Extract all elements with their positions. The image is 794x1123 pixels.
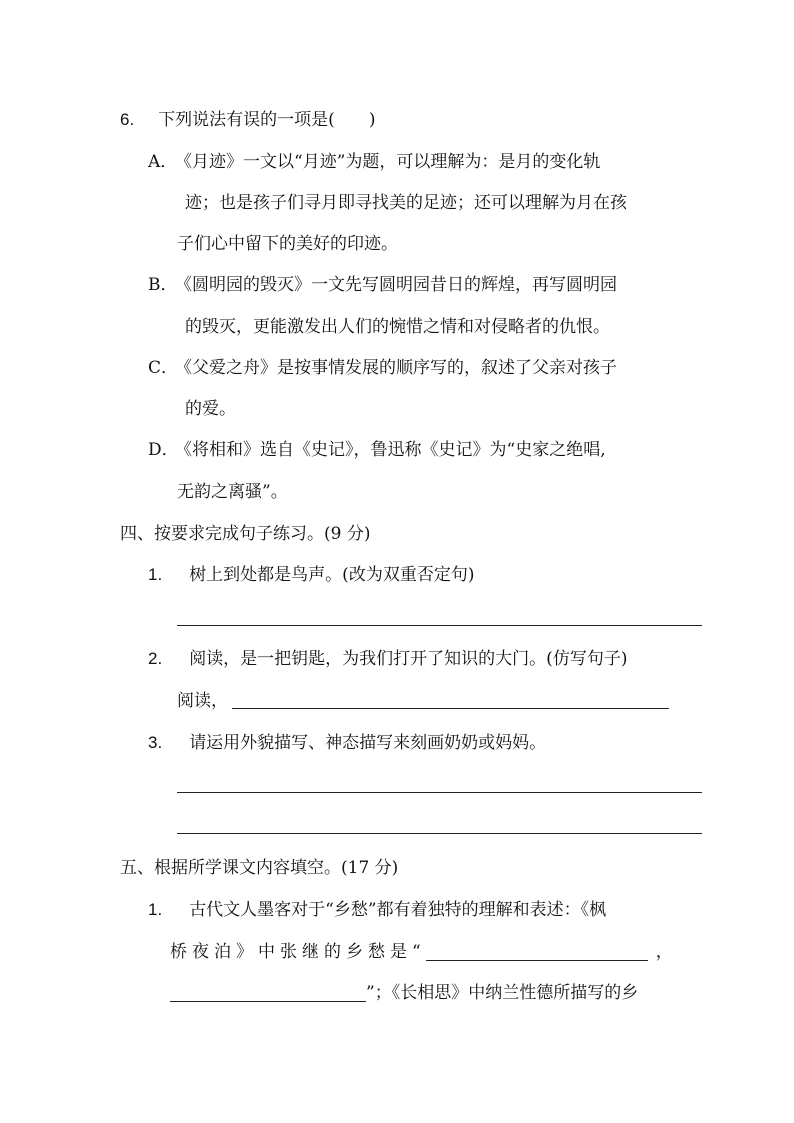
option-a-letter: A． (148, 152, 178, 172)
s5-item1-line1 (148, 898, 606, 922)
s4-item1-number: 1. (148, 565, 163, 584)
s4-item2-number: 2. (148, 649, 163, 668)
s4-item3-answer-line-1[interactable] (177, 792, 702, 793)
option-c-line-1: 《父爱之舟》是按事情发展的顺序写的，叙述了父亲对孩子 (175, 358, 617, 378)
s5-item1-line2-comma: ， (655, 942, 678, 962)
s4-item2-text: 阅读，是一把钥匙，为我们打开了知识的大门。(仿写句子) (189, 649, 628, 669)
option-a-line-3: 子们心中留下的美好的印迹。 (177, 234, 398, 254)
s4-item1-text: 树上到处都是鸟声。(改为双重否定句) (189, 565, 475, 585)
s5-blank-2[interactable] (170, 983, 366, 1002)
q6-number: 6. (120, 110, 135, 129)
option-c-line-2: 的爱。 (185, 399, 236, 419)
s4-item3-answer-line-2[interactable] (177, 833, 702, 834)
s4-item1-answer-line[interactable] (177, 625, 702, 626)
s4-item3-text: 请运用外貌描写、神态描写来刻画奶奶或妈妈。 (189, 733, 547, 753)
s5-item1-line3 (170, 981, 638, 1005)
option-d-line-2: 无韵之离骚”。 (177, 482, 288, 502)
s4-item2 (148, 647, 627, 671)
s4-item2-prefix: 阅读， (177, 691, 228, 711)
option-c-letter: C． (148, 358, 179, 378)
s5-item1-line3-text: ”；《长相思》中纳兰性德所描写的乡 (366, 983, 639, 1003)
section5-heading: 五、根据所学课文内容填空。(17 分) (120, 858, 399, 878)
s4-item1 (148, 563, 474, 587)
option-b-line-1: 《圆明园的毁灭》一文先写圆明园昔日的辉煌，再写圆明园 (175, 275, 617, 295)
s5-item1-line2-text: 桥夜泊》中张继的乡愁是“ (170, 942, 426, 962)
option-b-letter: B． (148, 275, 178, 295)
option-b-line-2: 的毁灭，更能激发出人们的惋惜之情和对侵略者的仇恨。 (185, 317, 610, 337)
s4-item2-answer-line[interactable] (232, 708, 669, 709)
option-d-line-1: 《将相和》选自《史记》，鲁迅称《史记》为“史家之绝唱, (175, 440, 606, 460)
s5-blank-1[interactable] (426, 942, 648, 961)
option-a-line-1: 《月迹》一文以“月迹”为题，可以理解为：是月的变化轨 (175, 152, 601, 172)
s4-item3-number: 3. (148, 733, 163, 752)
s4-item3 (148, 731, 546, 755)
q6-stem (120, 108, 375, 132)
option-a-line-2: 迹；也是孩子们寻月即寻找美的足迹；还可以理解为月在孩 (185, 193, 627, 213)
s5-item1-line2 (170, 940, 678, 964)
s5-item1-number: 1. (148, 900, 163, 919)
option-d-letter: D． (148, 440, 179, 460)
s5-item1-line1-text: 古代文人墨客对于“乡愁”都有着独特的理解和表述：《枫 (189, 900, 607, 920)
q6-stem-text: 下列说法有误的一项是( ) (158, 110, 376, 130)
section4-heading: 四、按要求完成句子练习。(9 分) (120, 524, 371, 544)
